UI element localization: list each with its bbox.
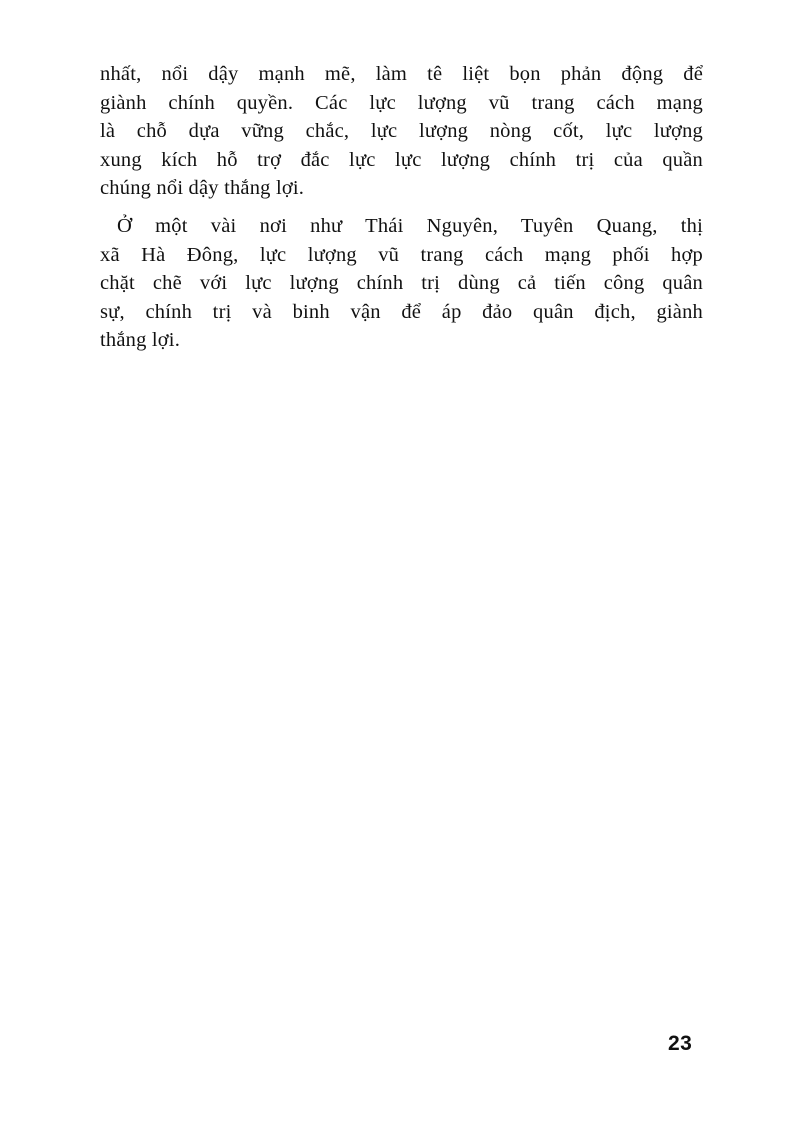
body-text [100,60,703,355]
paragraph-2 [100,212,703,355]
text-line: xung kích hỗ trợ đắc lực lực lượng chính trị của quần [100,148,703,171]
text-line: nhất, nổi dậy mạnh mẽ, làm tê liệt bọn phản động để [100,63,703,85]
text-line: chặt chẽ với lực lượng chính trị dùng cả tiến công quân [100,272,703,295]
paragraph-1 [100,60,703,203]
text-line: giành chính quyền. Các lực lượng vũ trang cách mạng [100,91,703,114]
text-line: xã Hà Đông, lực lượng vũ trang cách mạng phối hợp [100,243,703,266]
text-line: Ở một vài nơi như Thái Nguyên, Tuyên Quang, thị [117,214,703,237]
paragraph-spacer [100,203,703,212]
text-line: chúng nổi dậy thắng lợi. [100,177,305,200]
text-line: sự, chính trị và binh vận để áp đảo quân địch, giành [100,300,703,323]
page-number: 23 [668,1032,693,1055]
text-line: thắng lợi. [100,329,181,352]
text-line: là chỗ dựa vững chắc, lực lượng nòng cốt, lực lượng [100,120,703,143]
